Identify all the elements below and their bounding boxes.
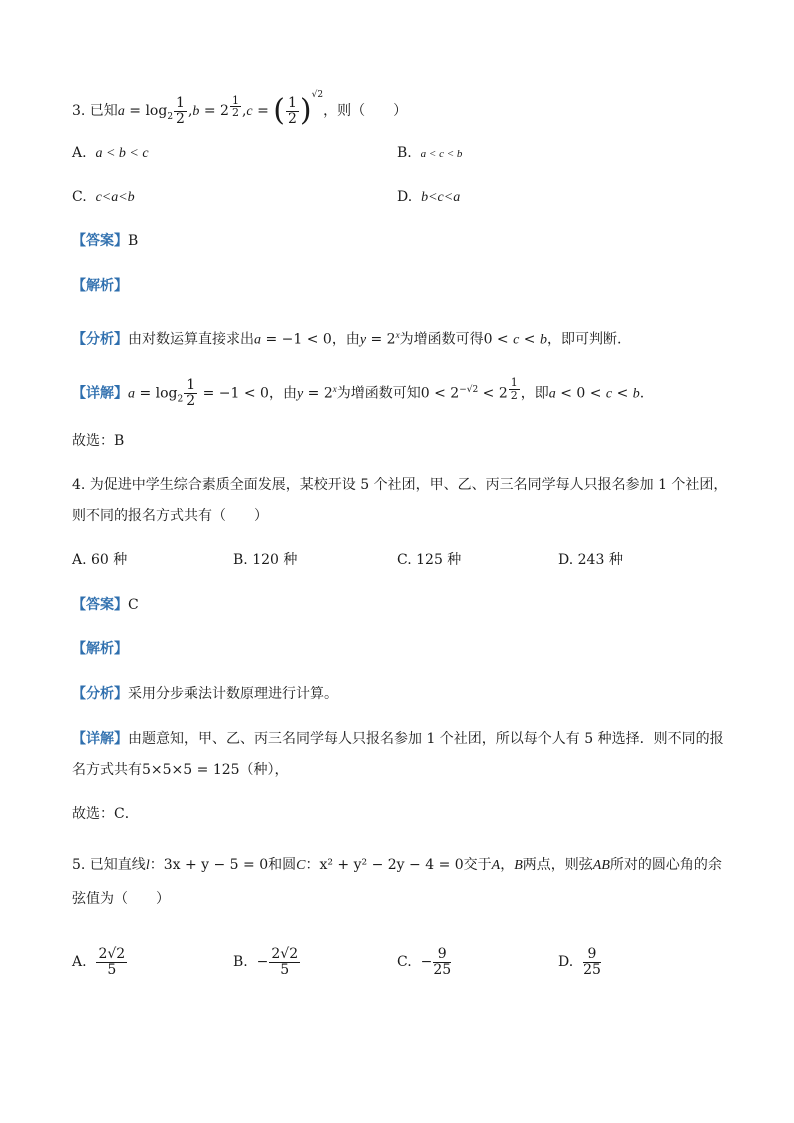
q3-option-b: B. a < c < b xyxy=(397,145,463,161)
q4-option-b: B. 120 种 xyxy=(233,552,298,568)
q5-stem-line1: 5. 已知直线l：3x + y − 5 = 0和圆C：x² + y² − 2y − 4 = 0交于A，B两点，则弦AB所对的圆心角的余 xyxy=(72,857,722,873)
q5-option-d: D. $\frac{9}{25}$ xyxy=(558,945,601,978)
q3-stem-suffix: ，则（ ） xyxy=(323,103,408,119)
q3-answer xyxy=(72,232,138,250)
q3-option-c: C. c<a<b xyxy=(72,189,135,205)
q3-detail: 【详解】$a = \log_2$ $\frac{1}{2}$ = −1 < 0，由$y = 2^x$为增函数可知$0 < 2^{-√2} < 2$ $^{\frac{1}{2}}$ ，即a < 0 < c < b. xyxy=(72,376,645,410)
q4-detail-line1: 【详解】由题意知，甲、乙、丙三名同学每人只报名参加 1 个社团，所以每个人有 5 种选择．则不同的报 xyxy=(72,731,724,747)
q3-option-a: A. a < b < c xyxy=(72,145,149,161)
answer-tag: 【答案】 xyxy=(72,233,128,249)
q4-option-a: A. 60 种 xyxy=(72,552,128,568)
q4-conclusion: 故选：C． xyxy=(72,806,139,822)
q5-option-b: B. − $\frac{2√2}{5}$ xyxy=(233,945,299,978)
q5-stem-line2: 弦值为（ ） xyxy=(72,891,170,907)
q3-fenxi: 【分析】由对数运算直接求出a = −1 < 0，由$y = 2^x$为增函数可得0 < c < b，即可判断. xyxy=(72,330,622,348)
q4-detail-line2: 名方式共有5×5×5 = 125（种）， xyxy=(72,762,289,778)
frac-one-half: $\frac{1}{2}$ xyxy=(176,94,185,127)
q4-option-d: D. 243 种 xyxy=(558,552,623,568)
q4-stem-line2: 则不同的报名方式共有（ ） xyxy=(72,508,268,524)
q3-stem-prefix: 3. 已知 xyxy=(72,103,118,119)
q4-answer: 【答案】C xyxy=(72,597,139,613)
q4-analysis-heading: 【解析】 xyxy=(72,641,128,657)
q4-stem-line1: 4. 为促进中学生综合素质全面发展，某校开设 5 个社团，甲、乙、丙三名同学每人只报名参加 1 个社团， xyxy=(72,477,728,493)
q5-option-a: A. $\frac{2√2}{5}$ xyxy=(72,945,126,978)
q3-analysis-heading: 【解析】 xyxy=(72,278,128,294)
answer-value: B xyxy=(128,233,139,249)
q5-option-c: C. − $\frac{9}{25}$ xyxy=(397,945,452,978)
q3-stem: 3. 已知$a = \log_2$ $\frac{1}{2}$ ,b = 2 $^{\frac{1}{2}}$ ,c = ( $\frac{1}{2}$ )$^{√2}$，则（ ） xyxy=(72,90,408,128)
q3-option-d: D. b<c<a xyxy=(397,189,461,205)
q4-option-c: C. 125 种 xyxy=(397,552,462,568)
q4-fenxi: 【分析】采用分步乘法计数原理进行计算。 xyxy=(72,686,338,702)
q3-conclusion: 故选：B xyxy=(72,433,125,449)
